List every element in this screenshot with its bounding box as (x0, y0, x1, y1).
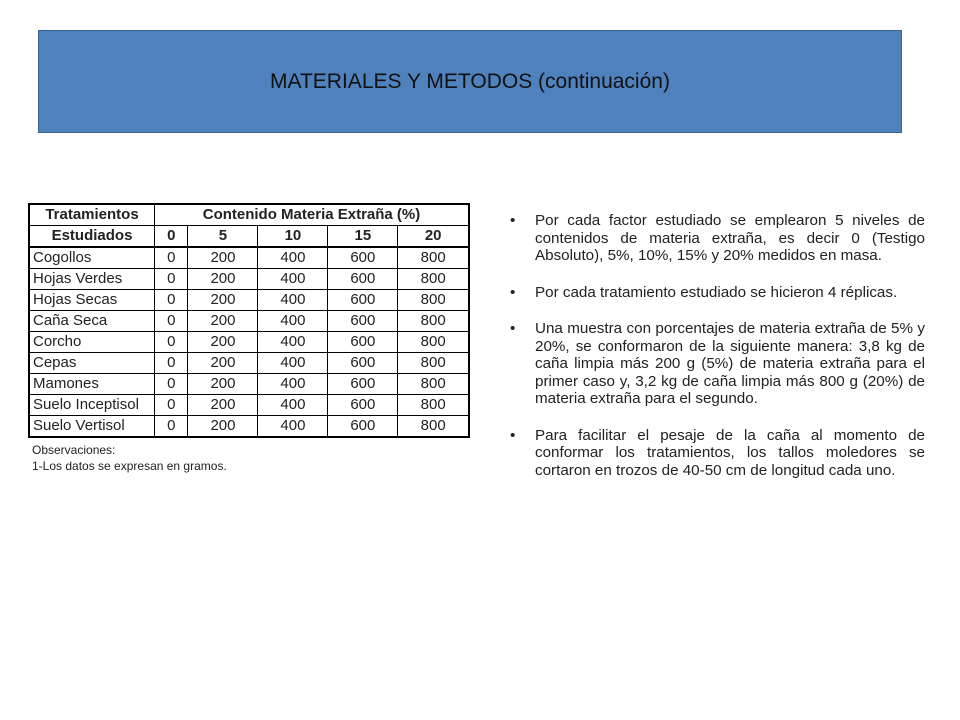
cell-value: 400 (258, 311, 328, 332)
cell-value: 400 (258, 247, 328, 269)
level-header: 20 (398, 226, 469, 248)
table-row (29, 247, 469, 269)
treatment-name: Cogollos (29, 247, 155, 269)
cell-value: 200 (188, 247, 258, 269)
level-header: 15 (328, 226, 398, 248)
cell-value: 0 (155, 269, 188, 290)
observations-title: Observaciones: (32, 443, 116, 457)
treatment-name: Suelo Vertisol (29, 416, 155, 438)
table-row (29, 395, 469, 416)
cell-value: 400 (258, 290, 328, 311)
treatment-name: Suelo Inceptisol (29, 395, 155, 416)
table-section (28, 203, 470, 474)
table-row (29, 416, 469, 438)
level-header: 5 (188, 226, 258, 248)
treatment-name: Caña Seca (29, 311, 155, 332)
table-row (29, 332, 469, 353)
bullet-text: Para facilitar el pesaje de la caña al momento de conformar los tratamientos, los tallos moledores se cortaron en trozos de 40-50 cm de longitud cada uno. (535, 426, 925, 479)
treatment-name: Hojas Secas (29, 290, 155, 311)
cell-value: 400 (258, 353, 328, 374)
cell-value: 600 (328, 416, 398, 438)
header-estudiados: Estudiados (29, 226, 155, 248)
cell-value: 600 (328, 353, 398, 374)
cell-value: 800 (398, 395, 469, 416)
bullet-text: Por cada tratamiento estudiado se hicieron 4 réplicas. (535, 283, 898, 301)
cell-value: 600 (328, 311, 398, 332)
cell-value: 800 (398, 290, 469, 311)
cell-value: 800 (398, 269, 469, 290)
table-row (29, 290, 469, 311)
bullet-item (510, 427, 925, 480)
slide-title: MATERIALES Y METODOS (continuación) (270, 69, 670, 93)
materia-extrana-table (28, 203, 470, 438)
cell-value: 800 (398, 353, 469, 374)
observation-note: 1-Los datos se expresan en gramos. (32, 459, 227, 473)
bullet-item (510, 320, 925, 408)
cell-value: 200 (188, 269, 258, 290)
cell-value: 200 (188, 416, 258, 438)
cell-value: 800 (398, 416, 469, 438)
bullet-text: Una muestra con porcentajes de materia extraña de 5% y 20%, se conformaron de la siguiente manera: 3,8 kg de caña limpia más 200 g (5%) de materia extraña para el primer caso y, 3,2 kg de caña limpia más 800 g (20%) de materia extraña para el segundo. (535, 320, 925, 407)
cell-value: 800 (398, 374, 469, 395)
bullet-dot-icon: • (510, 426, 516, 444)
cell-value: 200 (188, 290, 258, 311)
observations (28, 442, 470, 474)
header-tratamientos: Tratamientos (29, 204, 155, 226)
cell-value: 0 (155, 395, 188, 416)
cell-value: 800 (398, 311, 469, 332)
table-row (29, 353, 469, 374)
bullet-item (510, 284, 925, 302)
cell-value: 200 (188, 374, 258, 395)
cell-value: 400 (258, 332, 328, 353)
cell-value: 200 (188, 332, 258, 353)
cell-value: 600 (328, 332, 398, 353)
cell-value: 200 (188, 395, 258, 416)
cell-value: 200 (188, 353, 258, 374)
bullet-dot-icon: • (510, 320, 516, 337)
table-row (29, 374, 469, 395)
cell-value: 200 (188, 311, 258, 332)
cell-value: 800 (398, 247, 469, 269)
cell-value: 0 (155, 416, 188, 438)
cell-value: 400 (258, 374, 328, 395)
header-contenido: Contenido Materia Extraña (%) (155, 204, 470, 226)
treatment-name: Hojas Verdes (29, 269, 155, 290)
cell-value: 0 (155, 311, 188, 332)
cell-value: 600 (328, 269, 398, 290)
bullet-item (510, 212, 925, 265)
cell-value: 400 (258, 269, 328, 290)
title-banner (38, 30, 902, 133)
cell-value: 400 (258, 416, 328, 438)
cell-value: 600 (328, 374, 398, 395)
table-row (29, 311, 469, 332)
level-header: 0 (155, 226, 188, 248)
bullet-dot-icon: • (510, 212, 516, 229)
cell-value: 800 (398, 332, 469, 353)
cell-value: 600 (328, 290, 398, 311)
cell-value: 400 (258, 395, 328, 416)
treatment-name: Corcho (29, 332, 155, 353)
cell-value: 0 (155, 353, 188, 374)
bullet-text: Por cada factor estudiado se emplearon 5 niveles de contenidos de materia extraña, es decir 0 (Testigo Absoluto), 5%, 10%, 15% y 20% medidos en masa. (535, 212, 925, 264)
cell-value: 600 (328, 247, 398, 269)
cell-value: 600 (328, 395, 398, 416)
table-row (29, 269, 469, 290)
cell-value: 0 (155, 290, 188, 311)
cell-value: 0 (155, 374, 188, 395)
treatment-name: Cepas (29, 353, 155, 374)
cell-value: 0 (155, 247, 188, 269)
cell-value: 0 (155, 332, 188, 353)
bullet-dot-icon: • (510, 283, 516, 301)
level-header: 10 (258, 226, 328, 248)
treatment-name: Mamones (29, 374, 155, 395)
bullet-list (510, 212, 925, 498)
